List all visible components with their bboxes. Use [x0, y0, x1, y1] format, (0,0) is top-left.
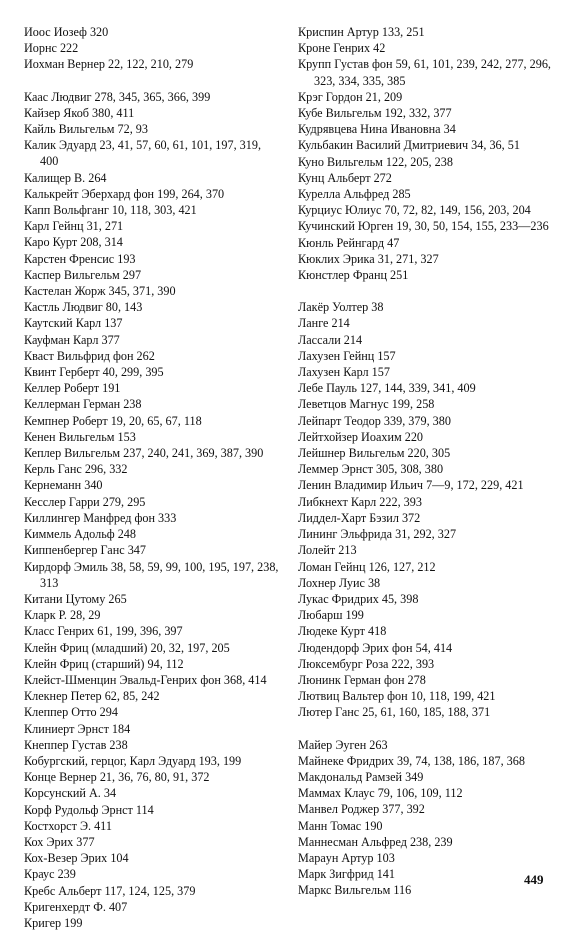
index-entry: Келлерман Герман 238	[24, 397, 142, 412]
index-entry: Кроне Генрих 42	[298, 41, 386, 56]
index-entry: Криспин Артур 133, 251	[298, 25, 425, 39]
index-entry: Людеке Курт 418	[298, 624, 387, 639]
index-entry: Каспер Вильгельм 297	[24, 267, 142, 282]
index-entry: Каутский Карл 137	[24, 316, 123, 331]
index-entry: Крупп Густав фон 59, 61, 101, 239, 242, 277, 296, 323, 334, 335, 385	[298, 57, 551, 88]
index-entry: Лютер Ганс 25, 61, 160, 185, 188, 371	[298, 705, 491, 720]
index-entry: Калищер В. 264	[24, 170, 107, 185]
index-entry: Кюнль Рейнгард 47	[298, 235, 400, 250]
index-entry: Ленин Владимир Ильич 7—9, 172, 229, 421	[298, 478, 524, 493]
index-entry: Кеплер Вильгельм 237, 240, 241, 369, 387, 390	[24, 446, 264, 461]
index-entry: Кенен Вильгельм 153	[24, 429, 136, 444]
index-entry: Лейшнер Вильгельм 220, 305	[298, 446, 451, 461]
index-entry: Кернеманн 340	[24, 478, 103, 493]
index-entry: Кауфман Карл 377	[24, 332, 120, 347]
index-entry: Керль Ганс 296, 332	[24, 462, 128, 477]
index-entry: Кригер 199	[24, 915, 83, 930]
index-entry: Лебе Пауль 127, 144, 339, 341, 409	[298, 381, 476, 396]
index-entry: Лининг Эльфрида 31, 292, 327	[298, 527, 457, 542]
index-entry: Манвел Роджер 377, 392	[298, 802, 425, 817]
index-entry: Кригенхердт Ф. 407	[24, 899, 128, 914]
index-entry: Кубе Вильгельм 192, 332, 377	[298, 106, 452, 121]
index-entry: Каас Людвиг 278, 345, 365, 366, 399	[24, 89, 211, 104]
index-entry: Иоос Иозеф 320	[24, 25, 109, 39]
index-entry: Кунц Альберт 272	[298, 170, 392, 185]
index-entry: Кнеппер Густав 238	[24, 737, 128, 752]
index-entry: Карстен Френсис 193	[24, 251, 136, 266]
index-entry: Каро Курт 208, 314	[24, 235, 123, 250]
index-entry: Лолейт 213	[298, 543, 357, 558]
index-column-left	[24, 24, 282, 931]
index-entry: Леветцов Магнус 199, 258	[298, 397, 435, 412]
index-entry: Клеппер Отто 294	[24, 705, 118, 720]
index-entry: Маркс Вильгельм 116	[298, 883, 412, 898]
index-entry: Кастль Людвиг 80, 143	[24, 300, 143, 315]
index-entry: Класс Генрих 61, 199, 396, 397	[24, 624, 183, 639]
index-entry: Кюнстлер Франц 251	[298, 268, 409, 283]
index-entry: Кастелан Жорж 345, 371, 390	[24, 284, 176, 299]
index-entry: Келлер Роберт 191	[24, 381, 121, 396]
index-entry: Китани Цутому 265	[24, 591, 127, 606]
index-entry: Кирдорф Эмиль 38, 58, 59, 99, 100, 195, 197, 238, 313	[24, 559, 279, 590]
page-number: 449	[524, 872, 544, 887]
index-entry: Марaун Артур 103	[298, 850, 395, 865]
index-entry: Киллингер Манфред фон 333	[24, 510, 177, 525]
index-entry: Кульбакин Василий Дмитриевич 34, 36, 51	[298, 138, 520, 153]
index-entry: Лютвиц Вальтер фон 10, 118, 199, 421	[298, 689, 496, 704]
index-entry: Люнинк Герман фон 278	[298, 672, 426, 687]
index-entry: Кребс Альберт 117, 124, 125, 379	[24, 883, 196, 898]
index-entry: Капп Вольфганг 10, 118, 303, 421	[24, 203, 197, 218]
index-entry: Ломан Гейнц 126, 127, 212	[298, 559, 436, 574]
index-entry: Кваст Вильфрид фон 262	[24, 348, 155, 363]
index-entry: Крэг Гордон 21, 209	[298, 89, 403, 104]
index-entry: Иохман Вернер 22, 122, 210, 279	[24, 57, 194, 72]
index-entry: Кайзер Якоб 380, 411	[24, 105, 135, 120]
index-entry: Карл Гейнц 31, 271	[24, 219, 124, 234]
index-entry: Манн Томас 190	[298, 818, 383, 833]
index-entry: Людендорф Эрих фон 54, 414	[298, 640, 453, 655]
index-entry: Курциус Юлиус 70, 72, 82, 149, 156, 203, 204	[298, 203, 531, 218]
index-entry: Курелла Альфред 285	[298, 187, 411, 202]
index-entry: Маммах Клаус 79, 106, 109, 112	[298, 786, 463, 801]
index-column-right	[298, 24, 560, 899]
index-entry: Киппенбергер Ганс 347	[24, 543, 146, 558]
letter-section-gap	[298, 283, 560, 299]
index-entry: Ланге 214	[298, 316, 350, 331]
index-entry: Лохнер Луис 38	[298, 575, 381, 590]
index-entry: Люксембург Роза 222, 393	[298, 656, 435, 671]
index-entry: Квинт Герберт 40, 299, 395	[24, 365, 164, 380]
index-entry: Клиниерт Эрнст 184	[24, 721, 131, 736]
index-entry: Маннесман Альфред 238, 239	[298, 834, 453, 849]
index-entry: Коcтхорст Э. 411	[24, 818, 112, 833]
index-entry: Конце Вернер 21, 36, 76, 80, 91, 372	[24, 770, 210, 785]
index-entry: Лукас Фридрих 45, 398	[298, 591, 419, 606]
index-entry: Лахузен Карл 157	[298, 365, 390, 380]
index-entry: Клейн Фриц (старший) 94, 112	[24, 656, 184, 671]
index-entry: Макдональд Рамзей 349	[298, 769, 424, 784]
index-entry: Клейн Фриц (младший) 20, 32, 197, 205	[24, 640, 230, 655]
index-entry: Киммель Адольф 248	[24, 527, 136, 542]
index-entry: Клекнер Петер 62, 85, 242	[24, 689, 160, 704]
index-entry: Лиддел-Харт Бэзил 372	[298, 510, 421, 525]
index-entry: Кох Эрих 377	[24, 834, 95, 849]
index-entry: Лакёр Уолтер 38	[298, 300, 384, 315]
index-entry: Кайль Вильгельм 72, 93	[24, 122, 148, 137]
index-entry: Корсунский А. 34	[24, 786, 117, 801]
index-entry: Кемпнер Роберт 19, 20, 65, 67, 118	[24, 413, 202, 428]
index-entry: Куно Вильгельм 122, 205, 238	[298, 154, 453, 169]
index-entry: Клейст-Шменцин Эвальд-Генрих фон 368, 414	[24, 672, 267, 687]
index-entry: Калькрейт Эберхард фон 199, 264, 370	[24, 186, 225, 201]
index-entry: Кюклих Эрика 31, 271, 327	[298, 251, 439, 266]
index-entry: Кобургский, герцог, Карл Эдуард 193, 199	[24, 753, 242, 768]
index-entry: Кесслер Гарри 279, 295	[24, 494, 146, 509]
letter-section-gap	[298, 721, 560, 737]
index-entry: Кларк Р. 28, 29	[24, 608, 101, 623]
index-entry: Лахузен Гейнц 157	[298, 348, 396, 363]
index-entry: Любарш 199	[298, 608, 364, 623]
index-entry: Лейтхойзер Иоахим 220	[298, 429, 424, 444]
index-entry: Корф Рудольф Эрнст 114	[24, 802, 154, 817]
index-entry: Лейпарт Теодор 339, 379, 380	[298, 413, 451, 428]
index-entry: Кучинский Юрген 19, 30, 50, 154, 155, 233—236	[298, 219, 549, 234]
index-entry: Лассали 214	[298, 332, 363, 347]
index-entry: Кудрявцева Нина Ивановна 34	[298, 122, 456, 137]
index-entry: Кох-Везер Эрих 104	[24, 851, 129, 866]
index-entry: Марк Зигфрид 141	[298, 867, 395, 882]
index-entry: Леммер Эрнст 305, 308, 380	[298, 462, 444, 477]
index-entry: Либкнехт Карл 222, 393	[298, 494, 422, 509]
index-entry: Иорнс 222	[24, 41, 79, 56]
index-entry: Краус 239	[24, 867, 76, 882]
index-entry: Майнеке Фридрих 39, 74, 138, 186, 187, 368	[298, 753, 525, 768]
letter-section-gap	[24, 73, 282, 89]
index-entry: Калик Эдуард 23, 41, 57, 60, 61, 101, 197, 319, 400	[24, 138, 262, 169]
index-entry: Майер Эуген 263	[298, 737, 388, 752]
